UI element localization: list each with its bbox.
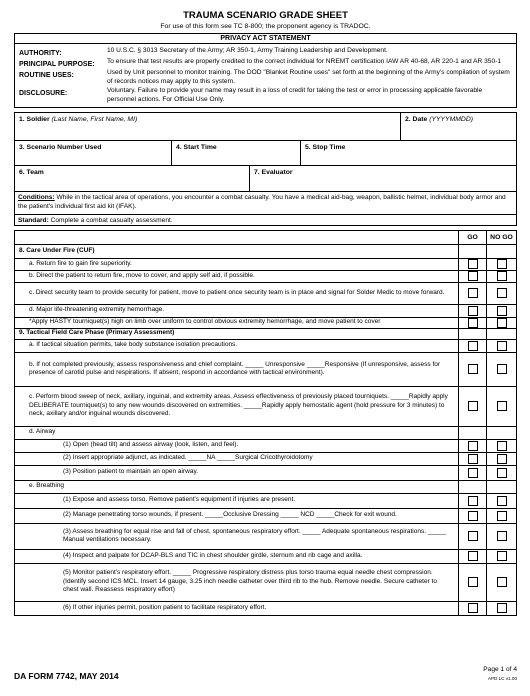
stop-time-field[interactable] [301, 141, 516, 165]
grade-sheet-page [14, 8, 517, 690]
task-text-cell [15, 509, 459, 523]
task-text-cell [15, 466, 459, 480]
nogo-checkbox[interactable] [497, 306, 507, 316]
task-text: (1) Open (head tilt) and assess airway (look, listen, and feel). [63, 441, 239, 449]
task-text: d. Major life-threatening extremity hemorrhage. [29, 306, 165, 314]
nogo-cell [487, 453, 516, 465]
go-cell [459, 271, 487, 282]
nogo-checkbox[interactable] [497, 603, 507, 613]
start-time-label: 4. Start Time [176, 144, 217, 152]
privacy-label: ROUTINE USES: [19, 72, 74, 79]
task-text-cell [15, 387, 459, 426]
nogo-cell [487, 427, 516, 439]
soldier-hint: (Last Name, First Name, MI) [51, 116, 138, 124]
go-checkbox[interactable] [468, 468, 478, 478]
privacy-row-routine-uses [19, 69, 512, 86]
task-text: d. Airway [29, 428, 56, 436]
go-cell [459, 318, 487, 328]
go-checkbox[interactable] [468, 577, 478, 587]
task-text-cell [15, 602, 459, 615]
nogo-cell [487, 564, 516, 601]
date-field[interactable] [401, 113, 516, 140]
task-text: c. Direct security team to provide security for patient, move to patient once security team is in place and signal for Solder Medic to move forward. [29, 288, 445, 296]
identification-fields [14, 112, 517, 192]
task-text: b. Direct the patient to return fire, move to cover, and apply self aid, if possible. [29, 271, 255, 279]
task-row [15, 271, 516, 283]
privacy-row-disclosure [19, 87, 512, 104]
task-text-cell [15, 305, 459, 317]
task-text-cell [15, 353, 459, 386]
task-text-cell [15, 427, 459, 439]
grading-table-header [15, 231, 516, 245]
task-row [15, 440, 516, 453]
nogo-checkbox[interactable] [497, 511, 507, 521]
nogo-checkbox[interactable] [497, 318, 507, 328]
nogo-cell [487, 440, 516, 452]
nogo-column-header: NO GO [490, 233, 513, 241]
nogo-checkbox[interactable] [497, 259, 507, 269]
task-text: (2) Insert appropriate adjunct, as indicated. _____NA _____Surgical Cricothyroidotomy [63, 454, 313, 462]
go-checkbox[interactable] [468, 551, 478, 561]
task-row [15, 329, 516, 340]
evaluator-field[interactable] [250, 166, 516, 191]
privacy-label: DISCLOSURE: [19, 90, 68, 98]
team-label: 6. Team [19, 169, 44, 177]
page-number: Page 1 of 4 [483, 666, 517, 673]
task-text-cell [15, 271, 459, 282]
task-row [15, 340, 516, 353]
go-cell [459, 245, 487, 258]
task-text-cell [15, 550, 459, 563]
nogo-cell [487, 524, 516, 549]
go-checkbox[interactable] [468, 496, 478, 506]
go-checkbox[interactable] [468, 511, 478, 521]
task-text-cell [15, 245, 459, 258]
nogo-cell [487, 283, 516, 304]
privacy-label: AUTHORITY: [19, 50, 62, 57]
task-row [15, 283, 516, 305]
nogo-cell [487, 329, 516, 339]
task-text: a. If tactical situation permits, take body substance isolation precautions. [29, 341, 238, 349]
go-checkbox[interactable] [468, 318, 478, 328]
go-checkbox[interactable] [468, 306, 478, 316]
task-row [15, 387, 516, 427]
task-text-cell [15, 453, 459, 465]
task-text: (3) Position patient to maintain an open airway. [63, 468, 199, 476]
task-text-cell [15, 481, 459, 493]
nogo-cell [487, 387, 516, 426]
go-cell [459, 509, 487, 523]
nogo-cell [487, 305, 516, 317]
go-checkbox[interactable] [468, 441, 478, 451]
standard-text: Complete a combat casualty assessment. [48, 216, 173, 224]
privacy-act-statement [14, 44, 517, 108]
task-row [15, 453, 516, 466]
task-text: (2) Manage penetrating torso wounds, if present. _____Occlusive Dressing _____ NCD _____Check for exit wound. [63, 511, 397, 519]
task-text-cell [15, 318, 459, 328]
go-checkbox[interactable] [468, 271, 478, 281]
go-cell [459, 427, 487, 439]
standard [14, 215, 517, 226]
task-row [15, 524, 516, 550]
standard-label: Standard: [18, 216, 49, 224]
task-text: (5) Monitor patient's respiratory effort. _____ Progressive respiratory distress plus torso trauma equal needle chest compression. (Identify second ICS MCL. Insert 14 gauge, 3.25 inch needle catheter over third rib to the hub. Remove needle. Secure catheter to chest wall. Reassess respiratory effort) [63, 569, 437, 594]
privacy-act-heading: PRIVACY ACT STATEMENT [14, 33, 517, 44]
go-checkbox[interactable] [468, 259, 478, 269]
date-label: 2. Date [405, 116, 428, 124]
nogo-checkbox[interactable] [497, 364, 507, 374]
nogo-checkbox[interactable] [497, 551, 507, 561]
task-text: 8. Care Under Fire (CUF) [19, 246, 95, 254]
task-row [15, 509, 516, 524]
task-text: (6) If other injuries permit, position patient to facilitate respiratory effort. [63, 603, 267, 611]
go-cell [459, 283, 487, 304]
task-text: c. Perform blood sweep of neck, axillary, inguinal, and extremity areas. Assess effectiveness of previously placed tourniquets. _____Rapidly apply DELIBERATE tourniquet(s) to any new wounds discovered on extremities. _____Rapidly apply hemostatic agent (hold pressure for 3 minutes) to neck, axillary and/or inguinal wounds discovered. [29, 393, 448, 418]
task-text-cell [15, 340, 459, 352]
nogo-cell [487, 259, 516, 270]
task-text: a. Return fire to gain fire superiority. [29, 259, 132, 267]
nogo-cell [487, 494, 516, 508]
nogo-cell [487, 550, 516, 563]
nogo-checkbox[interactable] [497, 401, 507, 411]
privacy-row-authority [19, 47, 512, 57]
task-text-cell [15, 329, 459, 339]
soldier-field[interactable] [15, 113, 401, 140]
nogo-cell [487, 271, 516, 282]
form-subtitle: For use of this form see TC 8-800; the proponent agency is TRADOC. [160, 23, 371, 30]
go-cell [459, 466, 487, 480]
go-checkbox[interactable] [468, 341, 478, 351]
go-cell [459, 481, 487, 493]
task-row [15, 494, 516, 509]
task-row [15, 427, 516, 440]
go-cell [459, 550, 487, 563]
nogo-checkbox[interactable] [497, 577, 507, 587]
task-text-cell [15, 494, 459, 508]
grading-table [14, 230, 517, 616]
nogo-checkbox[interactable] [497, 531, 507, 541]
task-text-cell [15, 259, 459, 270]
go-cell [459, 494, 487, 508]
date-hint: (YYYYMMDD) [429, 116, 473, 124]
grading-rows [15, 245, 516, 616]
task-row [15, 564, 516, 602]
task-text: (3) Assess breathing for equal rise and fall of chest, spontaneous respiratory effort. _____ Adequate spontaneous respirations. _____ Manual ventilations necessary. [63, 527, 446, 544]
conditions-label: Conditions: [18, 194, 55, 202]
apd-version: APD LC v1.00 [487, 676, 517, 681]
conditions-text: While in the tactical area of operations, you encounter a combat casualty. You have a medical aid-bag, weapon, ballistic helmet, individual body armor and the patient's individual first aid kit (IFAK). [18, 194, 506, 210]
nogo-cell [487, 509, 516, 523]
task-text: *Apply HASTY tourniquet(s) high on limb over uniform to control obvious extremity hemorrhage, and move patient to cover [29, 318, 381, 326]
task-text-cell [15, 564, 459, 601]
privacy-text: 10 U.S.C. § 3013 Secretary of the Army; AR 350-1, Army Training Leadership and Development. [107, 47, 388, 54]
go-checkbox[interactable] [468, 364, 478, 374]
soldier-label: 1. Soldier [19, 116, 50, 124]
form-id: DA FORM 7742, MAY 2014 [14, 671, 119, 681]
nogo-checkbox[interactable] [497, 454, 507, 464]
nogo-checkbox[interactable] [497, 271, 507, 281]
go-cell [459, 453, 487, 465]
task-row [15, 245, 516, 259]
form-title: TRAUMA SCENARIO GRADE SHEET [183, 10, 348, 21]
go-checkbox[interactable] [468, 531, 478, 541]
task-text: (4) Inspect and palpate for DCAP-BLS and TIC in chest shoulder girdle, sternum and rib cage and axilla. [63, 551, 363, 559]
task-text: (1) Expose and assess torso. Remove patient's equipment if injuries are present. [63, 496, 296, 504]
task-text: e. Breathing [29, 482, 65, 490]
task-row [15, 550, 516, 564]
nogo-cell [487, 318, 516, 328]
privacy-text: To ensure that test results are properly credited to the correct individual for NREMT certification IAW AR 40-68, AR 220-1 and AR 350-1 [107, 58, 501, 65]
go-cell [459, 602, 487, 615]
scenario-number-label: 3. Scenario Number Used [19, 144, 102, 152]
privacy-text: Used by Unit personnel to monitor training. The DOD "Blanket Routine uses" set forth at the beginning of the Army's compilation of system of records notices may apply to this system. [107, 69, 510, 85]
go-cell [459, 305, 487, 317]
start-time-field[interactable] [172, 141, 301, 165]
nogo-cell [487, 602, 516, 615]
task-text: 9. Tactical Field Care Phase (Primary Assessment) [19, 329, 175, 337]
nogo-checkbox[interactable] [497, 441, 507, 451]
task-row [15, 602, 516, 616]
scenario-number-field[interactable] [15, 141, 172, 165]
task-row [15, 305, 516, 318]
task-text-cell [15, 283, 459, 304]
task-row [15, 481, 516, 494]
nogo-cell [487, 245, 516, 258]
nogo-checkbox[interactable] [497, 496, 507, 506]
go-cell [459, 564, 487, 601]
privacy-row-purpose [19, 58, 512, 68]
nogo-cell [487, 481, 516, 493]
stop-time-label: 5. Stop Time [305, 144, 346, 152]
task-row [15, 353, 516, 387]
go-cell [459, 524, 487, 549]
nogo-cell [487, 466, 516, 480]
go-column-header: GO [459, 231, 487, 244]
go-cell [459, 259, 487, 270]
go-cell [459, 340, 487, 352]
go-cell [459, 353, 487, 386]
task-row [15, 259, 516, 271]
conditions [14, 192, 517, 214]
team-field[interactable] [15, 166, 250, 191]
privacy-text: Voluntary. Failure to provide your name may result in a loss of credit for taking the test or error in processing applicable favorable personnel actions. For Official Use Only. [107, 87, 483, 103]
task-row [15, 466, 516, 481]
nogo-cell [487, 353, 516, 386]
go-checkbox[interactable] [468, 401, 478, 411]
nogo-checkbox[interactable] [497, 288, 507, 298]
nogo-cell [487, 340, 516, 352]
task-text-cell [15, 524, 459, 549]
task-text-cell [15, 440, 459, 452]
task-row [15, 318, 516, 329]
nogo-checkbox[interactable] [497, 341, 507, 351]
go-cell [459, 440, 487, 452]
go-cell [459, 329, 487, 339]
go-checkbox[interactable] [468, 454, 478, 464]
nogo-checkbox[interactable] [497, 468, 507, 478]
task-text: b. If not completed previously, assess responsiveness and chief complaint. _____ Unresponsive _____Responsive (If unresponsive, assess for presence of carotid pulse and respirations. If absent, respond in accordance with tactical environment). [29, 360, 441, 377]
go-cell [459, 387, 487, 426]
privacy-label: PRINCIPAL PURPOSE: [19, 61, 95, 68]
go-checkbox[interactable] [468, 603, 478, 613]
evaluator-label: 7. Evaluator [254, 169, 293, 177]
go-checkbox[interactable] [468, 288, 478, 298]
